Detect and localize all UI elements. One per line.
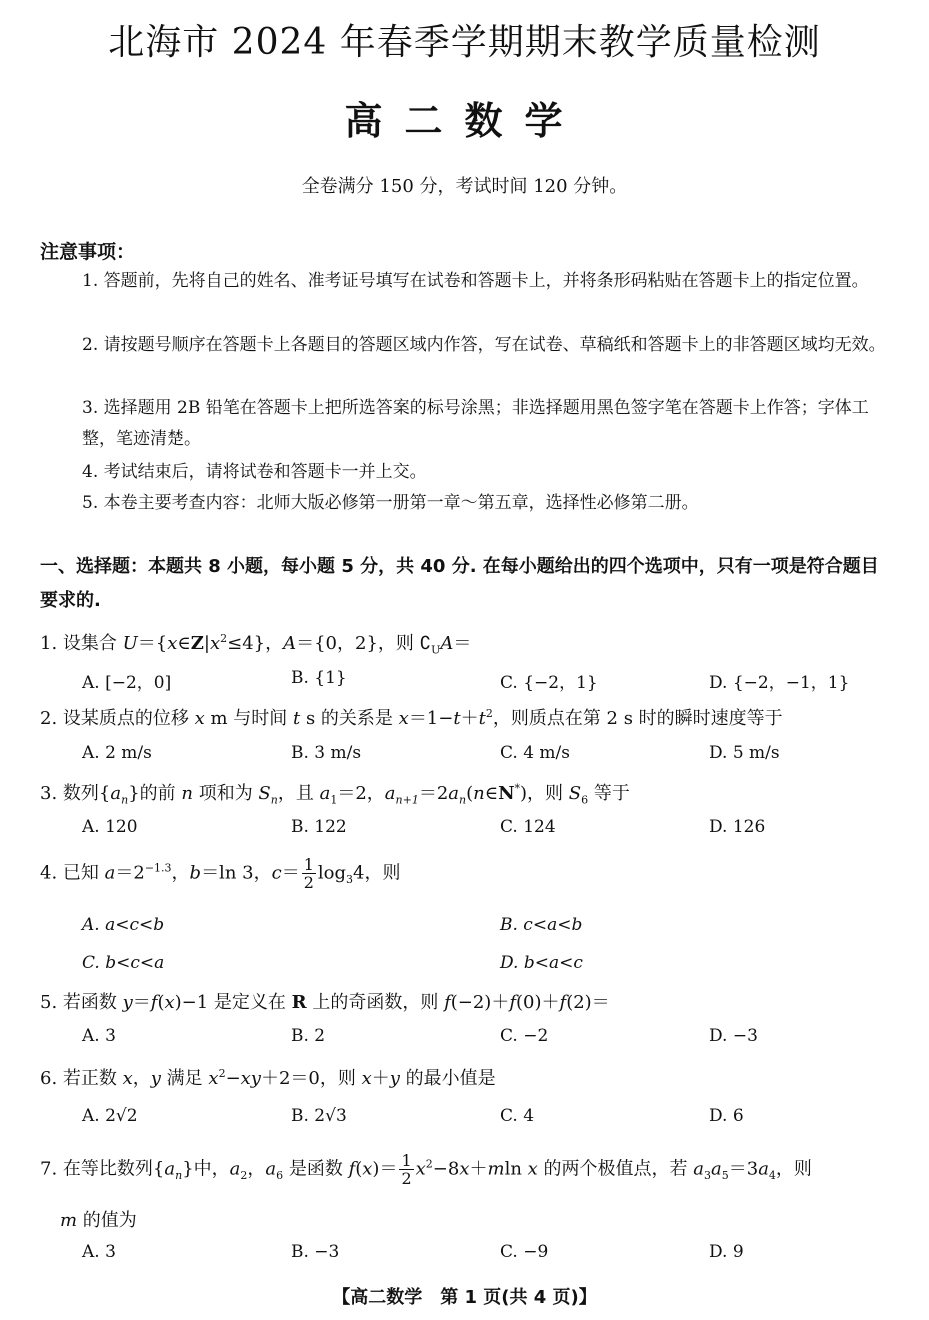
notice-item-2: 2. 请按题号顺序在答题卡上各题目的答题区域内作答，写在试卷、草稿纸和答题卡上的非答题区域均无效。 — [82, 335, 886, 355]
q7-option-a: A. 3 — [82, 1242, 116, 1262]
q2-option-d: D. 5 m/s — [709, 743, 780, 763]
page-footer: 【高二数学 第 1 页(共 4 页)】 — [332, 1287, 597, 1308]
question-7-line-2: m 的值为 — [60, 1210, 137, 1231]
q6-option-a: A. 2√2 — [82, 1106, 138, 1126]
q2-option-a: A. 2 m/s — [82, 743, 152, 763]
q3-option-c: C. 124 — [500, 817, 556, 837]
q6-option-c: C. 4 — [500, 1106, 535, 1126]
q5-option-a: A. 3 — [82, 1026, 116, 1046]
q2-option-b: B. 3 m/s — [291, 743, 362, 763]
section-heading: 一、选择题：本题共 8 小题，每小题 5 分，共 40 分. 在每小题给出的四个选项中，只有一项是符合题目要求的. — [40, 556, 879, 611]
q3-option-d: D. 126 — [709, 817, 766, 837]
q7-option-d: D. 9 — [709, 1242, 744, 1262]
q2-option-c: C. 4 m/s — [500, 743, 571, 763]
q5-option-b: B. 2 — [291, 1026, 326, 1046]
q7-option-c: C. −9 — [500, 1242, 549, 1262]
fraction-one-half: $\frac{1}{2}$ — [303, 855, 314, 892]
question-3: 3. 数列$\{a_n\}$的前 n 项和为 $S_n$，且 $a_1=2$，$a_{n+1}=2a_n(n\in N^*)$，则 $S_6$ 等于 — [40, 782, 630, 807]
q7-option-b: B. −3 — [291, 1242, 340, 1262]
q1-option-a: A. [−2，0] — [82, 673, 172, 693]
question-1: 1. 设集合 $U=\{x\in Z|x^2\le 4\}$，A＝{0，2}，则 $∁_UA=$ — [40, 632, 472, 657]
question-6: 6. 若正数 x，y 满足 $x^2-xy+2=0$，则 x＋y 的最小值是 — [40, 1067, 496, 1089]
q4-option-a: A. a<c<b — [82, 915, 165, 935]
notice-item-1: 1. 答题前，先将自己的姓名、准考证号填写在试卷和答题卡上，并将条形码粘贴在答题卡上的指定位置。 — [82, 271, 869, 291]
q1-option-b: B. {1} — [291, 668, 347, 688]
q4-option-d: D. b<a<c — [500, 953, 583, 973]
question-2: 2. 设某质点的位移 x m 与时间 t s 的关系是 $x=1-t+t^2$，则质点在第 2 s 时的瞬时速度等于 — [40, 707, 783, 729]
q3-option-a: A. 120 — [82, 817, 138, 837]
notice-heading: 注意事项： — [40, 241, 136, 263]
q6-option-b: B. 2√3 — [291, 1106, 347, 1126]
q1-option-d: D. {−2，−1，1} — [709, 673, 850, 693]
q4-option-b: B. c<a<b — [500, 915, 583, 935]
notice-item-5: 5. 本卷主要考查内容：北师大版必修第一册第一章～第五章，选择性必修第二册。 — [82, 493, 699, 513]
q3-option-b: B. 122 — [291, 817, 347, 837]
q1-option-c: C. {−2，1} — [500, 673, 598, 693]
question-7: 7. 在等比数列$\{a_n\}$中，$a_2$，$a_6$ 是函数 f(x)＝ $\frac{1}{2}$ $x^2-8x+mln$ x 的两个极值点，若 $a_3a_5=3a_4$，则 — [40, 1151, 812, 1188]
notice-item-3: 3. 选择题用 2B 铅笔在答题卡上把所选答案的标号涂黑；非选择题用黑色签字笔在答题卡上作答；字体工整，笔迹清楚。 — [82, 398, 869, 449]
exam-title: 北海市 2024 年春季学期期末教学质量检测 — [108, 22, 821, 63]
score-time-note: 全卷满分 150 分，考试时间 120 分钟。 — [301, 176, 628, 197]
fraction-one-half: $\frac{1}{2}$ — [401, 1151, 412, 1188]
question-4: 4. 已知 $a=2^{-1.3}$，b＝ln 3，c＝ $\frac{1}{2}$ $\log_34$，则 — [40, 855, 401, 892]
subject-title: 高二数学 — [344, 99, 585, 143]
q4-option-c: C. b<c<a — [82, 953, 165, 973]
q5-option-d: D. −3 — [709, 1026, 758, 1046]
q5-option-c: C. −2 — [500, 1026, 549, 1046]
q6-option-d: D. 6 — [709, 1106, 744, 1126]
question-5: 5. 若函数 y＝f(x)−1 是定义在 R 上的奇函数，则 f(−2)＋f(0)＋f(2)＝ — [40, 992, 610, 1013]
notice-item-4: 4. 考试结束后，请将试卷和答题卡一并上交。 — [82, 462, 427, 482]
